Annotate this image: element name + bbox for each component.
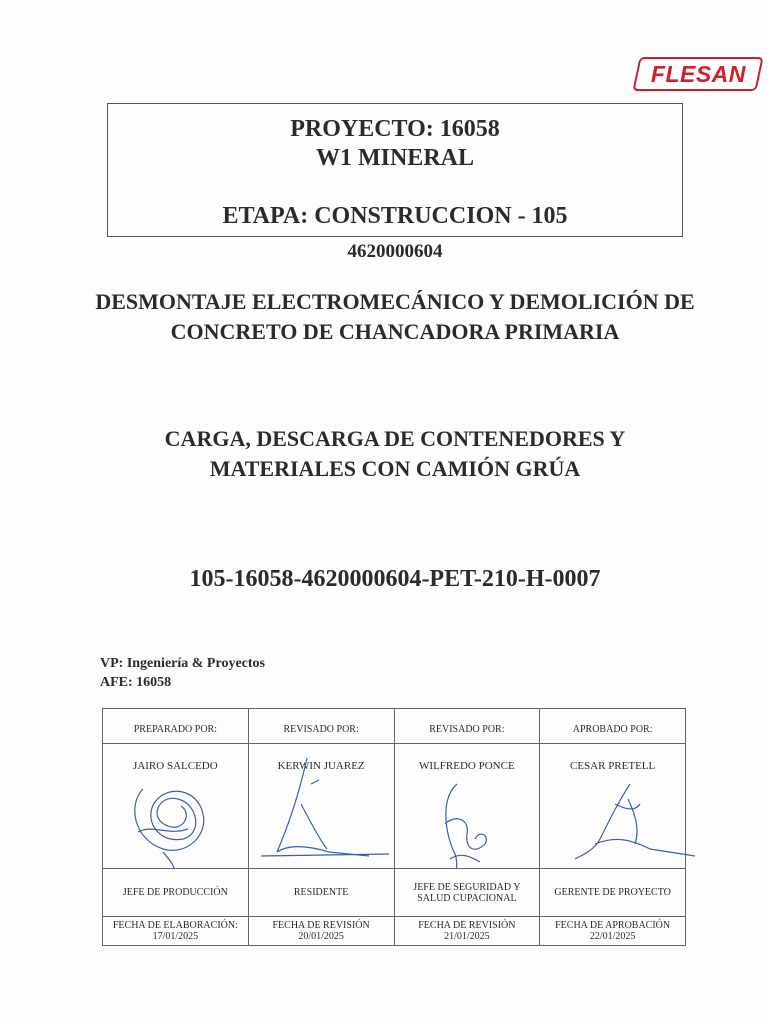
role-cell-2 [248,869,394,917]
description-line-1: DESMONTAJE ELECTROMECÁNICO Y DEMOLICIÓN DE [95,289,695,314]
signature-cell-1 [103,744,249,869]
flesan-logo [632,57,763,91]
document-number: 105-16058-4620000604-PET-210-H-0007 [189,566,601,592]
project-number: PROYECTO: 16058 [290,116,500,142]
signature-cell-4 [540,744,686,869]
role-line: RESIDENTE [293,887,349,898]
date-label: FECHA DE ELABORACIÓN: [112,920,238,931]
signature-row [103,744,686,869]
header-reviewed-1: REVISADO POR: [248,709,394,744]
vp-label: VP: Ingeniería & Proyectos [100,656,265,671]
role-cell-4 [540,869,686,917]
date-value: 22/01/2025 [589,931,636,942]
role-row [103,869,686,917]
signer-name: KERWIN JUAREZ [277,760,365,772]
task-line-2: MATERIALES CON CAMIÓN GRÚA [209,456,581,481]
header-approved: APROBADO POR: [540,709,686,744]
role-line: JEFE DE SEGURIDAD Y [413,881,521,893]
date-value: 20/01/2025 [298,931,344,942]
task-title [0,424,768,484]
signature-header-row [103,709,686,744]
work-description [0,287,768,347]
role-line: GERENTE DE PROYECTO [554,887,671,898]
afe-label: AFE: 16058 [100,675,172,690]
project-stage: ETAPA: CONSTRUCCION - 105 [222,203,568,229]
role-line-2: SALUD CUPACIONAL [417,892,517,904]
signature-table [102,708,686,946]
project-name: W1 MINERAL [315,145,474,171]
date-label: FECHA DE REVISIÓN [272,920,370,931]
date-cell-2 [248,917,394,946]
date-cell-3 [394,917,540,946]
date-value: 17/01/2025 [152,931,199,942]
signer-name: JAIRO SALCEDO [133,760,218,772]
signer-name: WILFREDO PONCE [419,760,515,772]
logo-text: FLESAN [650,60,746,87]
role-cell-3 [394,869,540,917]
date-label: FECHA DE REVISIÓN [418,920,516,931]
date-label: FECHA DE APROBACIÓN [555,920,671,931]
header-prepared: PREPARADO POR: [103,709,249,744]
task-line-1: CARGA, DESCARGA DE CONTENEDORES Y [164,426,626,451]
project-box [107,103,683,237]
date-cell-4 [540,917,686,946]
signature-cell-3 [394,744,540,869]
role-line: JEFE DE PRODUCCIÓN [122,887,228,898]
date-row [103,917,686,946]
role-cell-1 [103,869,249,917]
signer-name: CESAR PRETELL [569,760,656,772]
date-value: 21/01/2025 [444,931,490,942]
date-cell-1 [103,917,249,946]
description-line-2: CONCRETO DE CHANCADORA PRIMARIA [170,319,620,344]
signature-cell-2 [248,744,394,869]
contract-code: 4620000604 [347,241,443,262]
header-reviewed-2: REVISADO POR: [394,709,540,744]
